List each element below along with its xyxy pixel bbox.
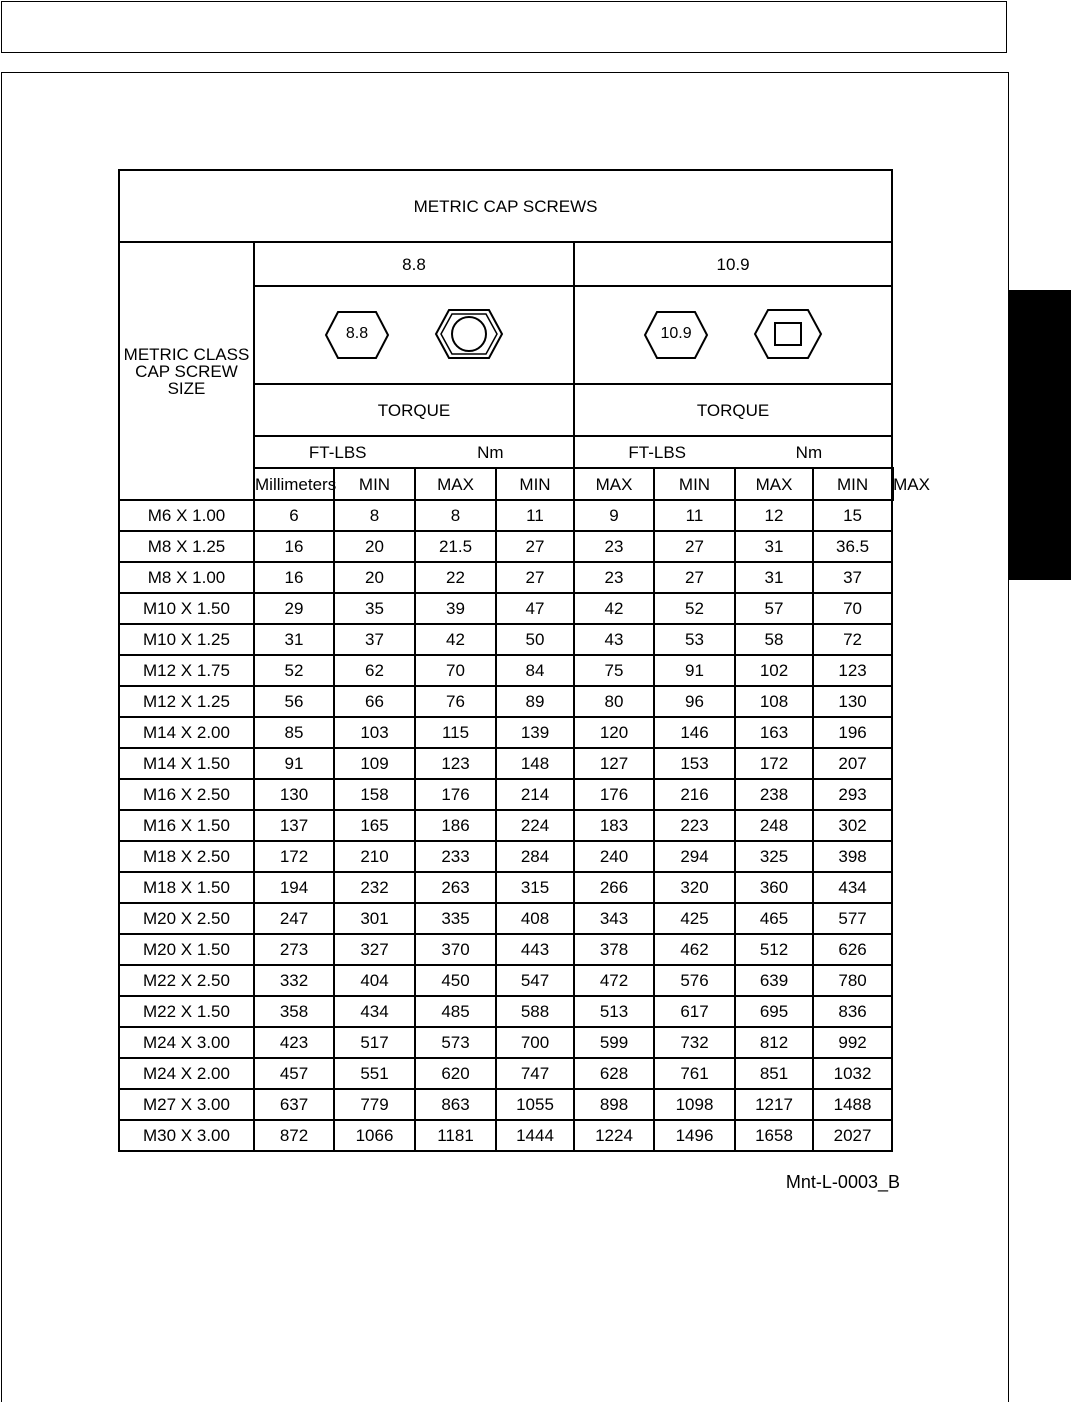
torque-value-cell: 302 bbox=[813, 810, 892, 841]
cap-screw-size-cell: M27 X 3.00 bbox=[119, 1089, 254, 1120]
torque-value-cell: 812 bbox=[735, 1027, 813, 1058]
torque-header-8-8: TORQUE bbox=[254, 384, 574, 436]
torque-value-cell: 628 bbox=[574, 1058, 654, 1089]
torque-value-cell: 320 bbox=[654, 872, 735, 903]
torque-value-cell: 31 bbox=[735, 531, 813, 562]
torque-value-cell: 9 bbox=[574, 500, 654, 531]
cap-screw-size-cell: M10 X 1.25 bbox=[119, 624, 254, 655]
cap-screw-size-cell: M20 X 2.50 bbox=[119, 903, 254, 934]
col-header: MAX bbox=[574, 468, 654, 500]
torque-value-cell: 325 bbox=[735, 841, 813, 872]
size-header-line-2: CAP SCREW bbox=[135, 361, 238, 381]
torque-value-cell: 639 bbox=[735, 965, 813, 996]
torque-value-cell: 284 bbox=[496, 841, 574, 872]
torque-value-cell: 1658 bbox=[735, 1120, 813, 1151]
torque-value-cell: 315 bbox=[496, 872, 574, 903]
torque-value-cell: 398 bbox=[813, 841, 892, 872]
torque-value-cell: 626 bbox=[813, 934, 892, 965]
torque-value-cell: 108 bbox=[735, 686, 813, 717]
cap-screw-size-cell: M8 X 1.25 bbox=[119, 531, 254, 562]
torque-value-cell: 472 bbox=[574, 965, 654, 996]
torque-value-cell: 1488 bbox=[813, 1089, 892, 1120]
torque-value-cell: 240 bbox=[574, 841, 654, 872]
torque-value-cell: 85 bbox=[254, 717, 334, 748]
torque-value-cell: 21.5 bbox=[415, 531, 496, 562]
torque-value-cell: 992 bbox=[813, 1027, 892, 1058]
grade-10-9-header: 10.9 bbox=[574, 242, 892, 286]
torque-value-cell: 109 bbox=[334, 748, 415, 779]
torque-value-cell: 76 bbox=[415, 686, 496, 717]
torque-value-cell: 130 bbox=[813, 686, 892, 717]
unit-ft-lbs-10-9: FT-LBS bbox=[628, 442, 686, 462]
torque-value-cell: 16 bbox=[254, 531, 334, 562]
document-code: Mnt-L-0003_B bbox=[785, 1172, 900, 1192]
col-header: MIN bbox=[654, 468, 735, 500]
cap-screw-size-cell: M14 X 2.00 bbox=[119, 717, 254, 748]
torque-value-cell: 273 bbox=[254, 934, 334, 965]
table-row bbox=[119, 593, 893, 624]
table-row bbox=[119, 1027, 893, 1058]
torque-value-cell: 70 bbox=[415, 655, 496, 686]
torque-value-cell: 31 bbox=[735, 562, 813, 593]
table-row bbox=[119, 810, 893, 841]
torque-value-cell: 35 bbox=[334, 593, 415, 624]
torque-value-cell: 1181 bbox=[415, 1120, 496, 1151]
table-row bbox=[119, 562, 893, 593]
torque-value-cell: 39 bbox=[415, 593, 496, 624]
torque-value-cell: 599 bbox=[574, 1027, 654, 1058]
table-row bbox=[119, 717, 893, 748]
torque-value-cell: 216 bbox=[654, 779, 735, 810]
torque-value-cell: 2027 bbox=[813, 1120, 892, 1151]
size-column-header bbox=[119, 242, 254, 500]
torque-value-cell: 1066 bbox=[334, 1120, 415, 1151]
torque-value-cell: 96 bbox=[654, 686, 735, 717]
torque-value-cell: 248 bbox=[735, 810, 813, 841]
torque-value-cell: 1055 bbox=[496, 1089, 574, 1120]
cap-screw-size-cell: M20 X 1.50 bbox=[119, 934, 254, 965]
unit-nm-10-9: Nm bbox=[795, 442, 823, 462]
col-header: MIN bbox=[813, 468, 892, 500]
torque-value-cell: 84 bbox=[496, 655, 574, 686]
torque-value-cell: 102 bbox=[735, 655, 813, 686]
torque-value-cell: 196 bbox=[813, 717, 892, 748]
torque-value-cell: 52 bbox=[654, 593, 735, 624]
torque-value-cell: 517 bbox=[334, 1027, 415, 1058]
torque-value-cell: 8 bbox=[334, 500, 415, 531]
cap-screw-size-cell: M22 X 1.50 bbox=[119, 996, 254, 1027]
cap-screw-size-cell: M8 X 1.00 bbox=[119, 562, 254, 593]
torque-value-cell: 50 bbox=[496, 624, 574, 655]
metric-cap-screw-torque-table bbox=[118, 169, 930, 1152]
table-row bbox=[119, 1058, 893, 1089]
table-row bbox=[119, 500, 893, 531]
torque-value-cell: 20 bbox=[334, 562, 415, 593]
torque-value-cell: 42 bbox=[415, 624, 496, 655]
torque-value-cell: 1496 bbox=[654, 1120, 735, 1151]
torque-value-cell: 27 bbox=[496, 531, 574, 562]
torque-value-cell: 11 bbox=[654, 500, 735, 531]
torque-value-cell: 20 bbox=[334, 531, 415, 562]
hex-bolt-head-8-8-icon bbox=[324, 310, 390, 360]
hex-nut-round-icon bbox=[434, 308, 504, 363]
torque-value-cell: 183 bbox=[574, 810, 654, 841]
size-header-line-3: SIZE bbox=[167, 378, 206, 398]
torque-value-cell: 80 bbox=[574, 686, 654, 717]
torque-value-cell: 863 bbox=[415, 1089, 496, 1120]
torque-value-cell: 695 bbox=[735, 996, 813, 1027]
torque-value-cell: 210 bbox=[334, 841, 415, 872]
grade-8-8-icons bbox=[254, 286, 574, 384]
torque-value-cell: 551 bbox=[334, 1058, 415, 1089]
size-header-line-1: METRIC CLASS bbox=[123, 344, 250, 364]
torque-value-cell: 57 bbox=[735, 593, 813, 624]
torque-value-cell: 37 bbox=[334, 624, 415, 655]
table-row bbox=[119, 748, 893, 779]
torque-value-cell: 343 bbox=[574, 903, 654, 934]
torque-value-cell: 194 bbox=[254, 872, 334, 903]
torque-value-cell: 29 bbox=[254, 593, 334, 624]
cap-screw-size-cell: M24 X 3.00 bbox=[119, 1027, 254, 1058]
torque-value-cell: 293 bbox=[813, 779, 892, 810]
torque-value-cell: 617 bbox=[654, 996, 735, 1027]
table-row bbox=[119, 841, 893, 872]
torque-value-cell: 732 bbox=[654, 1027, 735, 1058]
torque-value-cell: 91 bbox=[254, 748, 334, 779]
col-header: MAX bbox=[893, 474, 930, 494]
torque-value-cell: 12 bbox=[735, 500, 813, 531]
page-header-box bbox=[1, 1, 1007, 53]
torque-value-cell: 37 bbox=[813, 562, 892, 593]
col-header: MAX bbox=[735, 468, 813, 500]
torque-value-cell: 233 bbox=[415, 841, 496, 872]
torque-value-cell: 1444 bbox=[496, 1120, 574, 1151]
torque-value-cell: 27 bbox=[654, 531, 735, 562]
torque-value-cell: 588 bbox=[496, 996, 574, 1027]
torque-value-cell: 423 bbox=[254, 1027, 334, 1058]
torque-value-cell: 66 bbox=[334, 686, 415, 717]
torque-value-cell: 163 bbox=[735, 717, 813, 748]
torque-value-cell: 780 bbox=[813, 965, 892, 996]
torque-value-cell: 139 bbox=[496, 717, 574, 748]
torque-value-cell: 89 bbox=[496, 686, 574, 717]
torque-value-cell: 462 bbox=[654, 934, 735, 965]
torque-value-cell: 1098 bbox=[654, 1089, 735, 1120]
section-side-tab bbox=[1009, 290, 1071, 580]
torque-value-cell: 266 bbox=[574, 872, 654, 903]
cap-screw-size-cell: M6 X 1.00 bbox=[119, 500, 254, 531]
torque-value-cell: 52 bbox=[254, 655, 334, 686]
torque-value-cell: 115 bbox=[415, 717, 496, 748]
torque-header-10-9: TORQUE bbox=[574, 384, 892, 436]
torque-value-cell: 360 bbox=[735, 872, 813, 903]
cap-screw-size-cell: M18 X 1.50 bbox=[119, 872, 254, 903]
torque-value-cell: 31 bbox=[254, 624, 334, 655]
torque-value-cell: 186 bbox=[415, 810, 496, 841]
torque-value-cell: 130 bbox=[254, 779, 334, 810]
torque-value-cell: 358 bbox=[254, 996, 334, 1027]
torque-value-cell: 898 bbox=[574, 1089, 654, 1120]
millimeters-header: Millimeters bbox=[254, 468, 334, 500]
torque-value-cell: 301 bbox=[334, 903, 415, 934]
torque-value-cell: 443 bbox=[496, 934, 574, 965]
table-row bbox=[119, 531, 893, 562]
torque-value-cell: 72 bbox=[813, 624, 892, 655]
torque-value-cell: 146 bbox=[654, 717, 735, 748]
cap-screw-size-cell: M12 X 1.25 bbox=[119, 686, 254, 717]
table-row bbox=[119, 965, 893, 996]
torque-value-cell: 335 bbox=[415, 903, 496, 934]
torque-value-cell: 153 bbox=[654, 748, 735, 779]
torque-value-cell: 779 bbox=[334, 1089, 415, 1120]
torque-value-cell: 172 bbox=[735, 748, 813, 779]
torque-value-cell: 23 bbox=[574, 531, 654, 562]
table-row bbox=[119, 903, 893, 934]
torque-value-cell: 6 bbox=[254, 500, 334, 531]
torque-value-cell: 53 bbox=[654, 624, 735, 655]
unit-ft-lbs-8-8: FT-LBS bbox=[308, 442, 367, 462]
torque-value-cell: 450 bbox=[415, 965, 496, 996]
torque-value-cell: 43 bbox=[574, 624, 654, 655]
torque-value-cell: 27 bbox=[654, 562, 735, 593]
bolt-head-mark-10-9: 10.9 bbox=[660, 325, 692, 342]
torque-value-cell: 27 bbox=[496, 562, 574, 593]
torque-value-cell: 42 bbox=[574, 593, 654, 624]
torque-value-cell: 465 bbox=[735, 903, 813, 934]
cap-screw-size-cell: M10 X 1.50 bbox=[119, 593, 254, 624]
torque-value-cell: 620 bbox=[415, 1058, 496, 1089]
cap-screw-size-cell: M16 X 2.50 bbox=[119, 779, 254, 810]
torque-value-cell: 327 bbox=[334, 934, 415, 965]
torque-value-cell: 457 bbox=[254, 1058, 334, 1089]
torque-value-cell: 137 bbox=[254, 810, 334, 841]
torque-value-cell: 22 bbox=[415, 562, 496, 593]
torque-value-cell: 513 bbox=[574, 996, 654, 1027]
torque-value-cell: 872 bbox=[254, 1120, 334, 1151]
torque-value-cell: 91 bbox=[654, 655, 735, 686]
cap-screw-size-cell: M24 X 2.00 bbox=[119, 1058, 254, 1089]
torque-value-cell: 263 bbox=[415, 872, 496, 903]
torque-value-cell: 23 bbox=[574, 562, 654, 593]
torque-value-cell: 425 bbox=[654, 903, 735, 934]
torque-value-cell: 75 bbox=[574, 655, 654, 686]
table-row bbox=[119, 996, 893, 1027]
units-header-10-9 bbox=[574, 436, 892, 468]
col-header: MIN bbox=[496, 468, 574, 500]
table-row bbox=[119, 779, 893, 810]
torque-value-cell: 434 bbox=[813, 872, 892, 903]
table-row bbox=[119, 624, 893, 655]
torque-value-cell: 15 bbox=[813, 500, 892, 531]
torque-value-cell: 700 bbox=[496, 1027, 574, 1058]
torque-value-cell: 512 bbox=[735, 934, 813, 965]
table-title: METRIC CAP SCREWS bbox=[119, 170, 892, 242]
torque-value-cell: 404 bbox=[334, 965, 415, 996]
torque-value-cell: 165 bbox=[334, 810, 415, 841]
torque-value-cell: 11 bbox=[496, 500, 574, 531]
torque-value-cell: 8 bbox=[415, 500, 496, 531]
units-header-8-8 bbox=[254, 436, 574, 468]
torque-value-cell: 1032 bbox=[813, 1058, 892, 1089]
torque-value-cell: 761 bbox=[654, 1058, 735, 1089]
torque-value-cell: 485 bbox=[415, 996, 496, 1027]
torque-value-cell: 238 bbox=[735, 779, 813, 810]
torque-value-cell: 123 bbox=[813, 655, 892, 686]
grade-10-9-icons bbox=[574, 286, 892, 384]
torque-value-cell: 747 bbox=[496, 1058, 574, 1089]
torque-value-cell: 47 bbox=[496, 593, 574, 624]
torque-value-cell: 36.5 bbox=[813, 531, 892, 562]
torque-value-cell: 16 bbox=[254, 562, 334, 593]
torque-value-cell: 120 bbox=[574, 717, 654, 748]
torque-value-cell: 148 bbox=[496, 748, 574, 779]
torque-value-cell: 214 bbox=[496, 779, 574, 810]
hex-nut-square-icon bbox=[753, 308, 823, 363]
torque-value-cell: 232 bbox=[334, 872, 415, 903]
torque-value-cell: 577 bbox=[813, 903, 892, 934]
torque-value-cell: 1217 bbox=[735, 1089, 813, 1120]
grade-8-8-header: 8.8 bbox=[254, 242, 574, 286]
table-row bbox=[119, 872, 893, 903]
table-row bbox=[119, 686, 893, 717]
torque-value-cell: 172 bbox=[254, 841, 334, 872]
torque-value-cell: 836 bbox=[813, 996, 892, 1027]
torque-value-cell: 573 bbox=[415, 1027, 496, 1058]
torque-value-cell: 332 bbox=[254, 965, 334, 996]
torque-value-cell: 56 bbox=[254, 686, 334, 717]
col-header: MAX bbox=[415, 468, 496, 500]
cap-screw-size-cell: M30 X 3.00 bbox=[119, 1120, 254, 1151]
table-row bbox=[119, 1089, 893, 1120]
cap-screw-size-cell: M18 X 2.50 bbox=[119, 841, 254, 872]
torque-value-cell: 294 bbox=[654, 841, 735, 872]
torque-value-cell: 408 bbox=[496, 903, 574, 934]
torque-value-cell: 176 bbox=[574, 779, 654, 810]
torque-value-cell: 1224 bbox=[574, 1120, 654, 1151]
torque-value-cell: 70 bbox=[813, 593, 892, 624]
torque-value-cell: 378 bbox=[574, 934, 654, 965]
torque-value-cell: 127 bbox=[574, 748, 654, 779]
torque-value-cell: 247 bbox=[254, 903, 334, 934]
cap-screw-size-cell: M12 X 1.75 bbox=[119, 655, 254, 686]
torque-value-cell: 224 bbox=[496, 810, 574, 841]
cap-screw-size-cell: M14 X 1.50 bbox=[119, 748, 254, 779]
hex-bolt-head-10-9-icon bbox=[643, 310, 709, 360]
torque-value-cell: 123 bbox=[415, 748, 496, 779]
torque-value-cell: 370 bbox=[415, 934, 496, 965]
table-row bbox=[119, 934, 893, 965]
torque-value-cell: 637 bbox=[254, 1089, 334, 1120]
table-row bbox=[119, 655, 893, 686]
bolt-head-mark-8-8: 8.8 bbox=[345, 325, 369, 342]
torque-value-cell: 547 bbox=[496, 965, 574, 996]
col-header: MIN bbox=[334, 468, 415, 500]
torque-value-cell: 223 bbox=[654, 810, 735, 841]
torque-value-cell: 576 bbox=[654, 965, 735, 996]
torque-value-cell: 207 bbox=[813, 748, 892, 779]
unit-nm-8-8: Nm bbox=[477, 442, 504, 462]
torque-value-cell: 103 bbox=[334, 717, 415, 748]
cap-screw-size-cell: M22 X 2.50 bbox=[119, 965, 254, 996]
torque-value-cell: 62 bbox=[334, 655, 415, 686]
torque-value-cell: 58 bbox=[735, 624, 813, 655]
torque-value-cell: 176 bbox=[415, 779, 496, 810]
torque-value-cell: 434 bbox=[334, 996, 415, 1027]
cap-screw-size-cell: M16 X 1.50 bbox=[119, 810, 254, 841]
table-row bbox=[119, 1120, 893, 1151]
torque-value-cell: 851 bbox=[735, 1058, 813, 1089]
torque-value-cell: 158 bbox=[334, 779, 415, 810]
